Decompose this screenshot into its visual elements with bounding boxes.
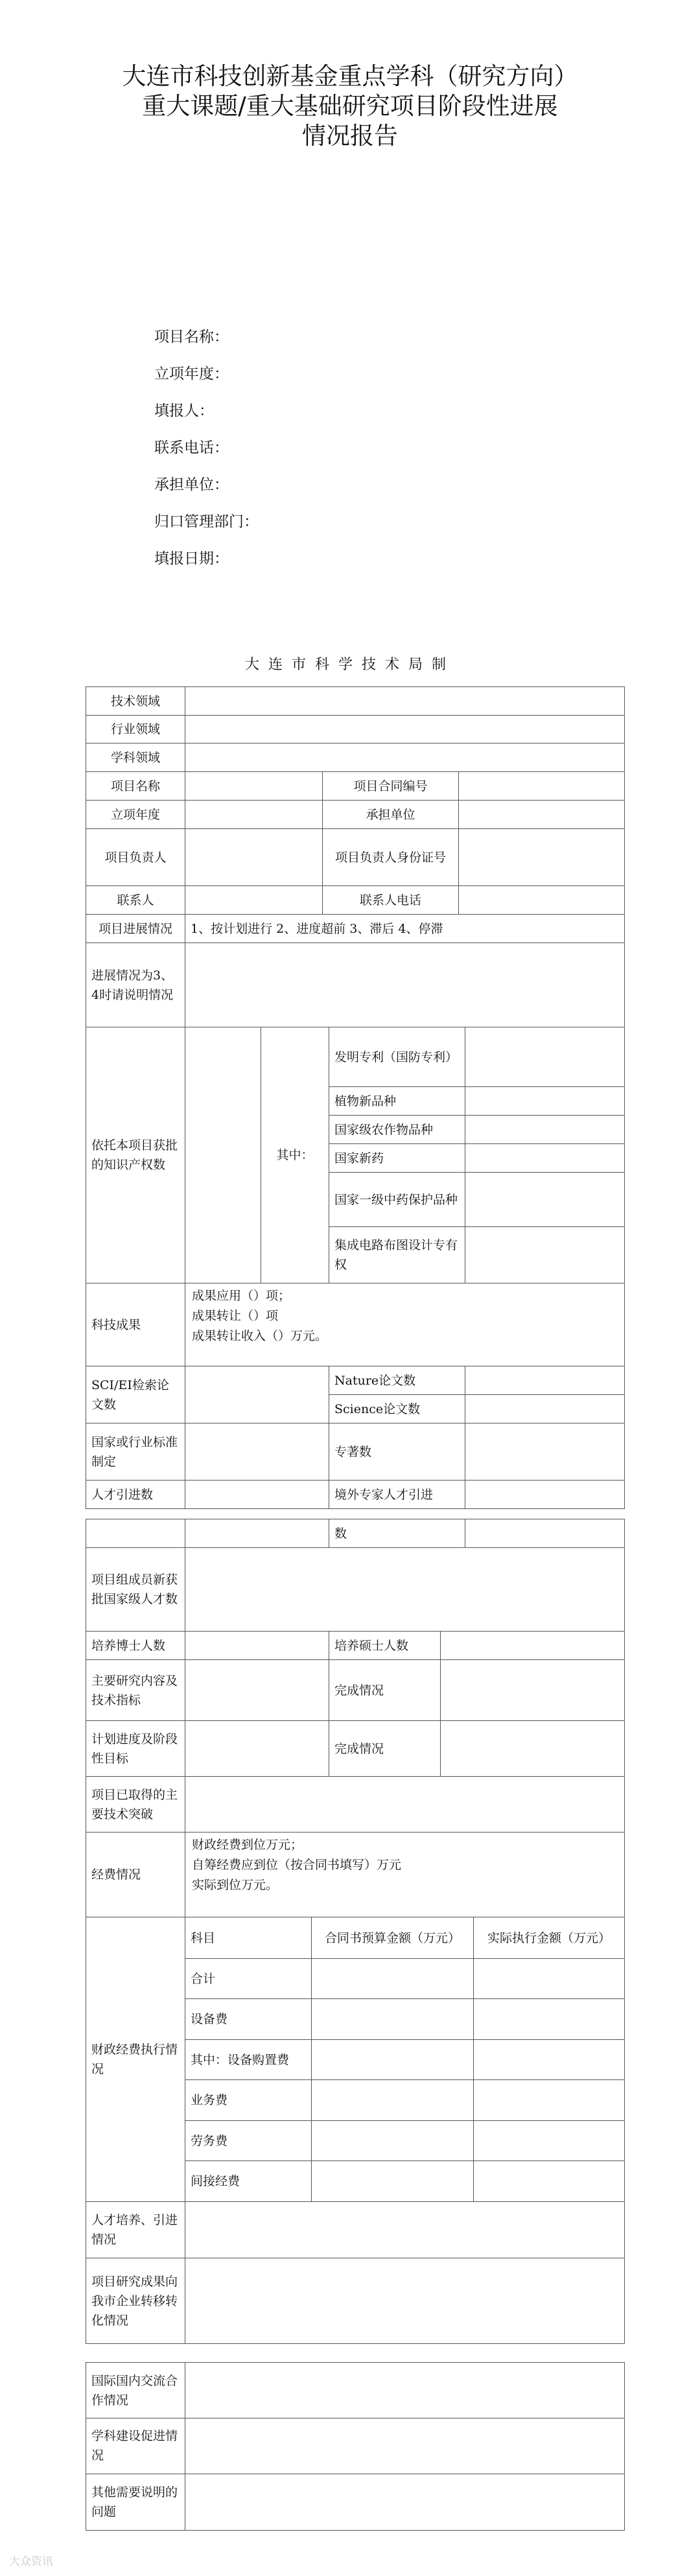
cover-fields <box>154 319 259 578</box>
cont-cell <box>86 1519 185 1548</box>
label-discipline-field: 学科领域 <box>86 744 185 772</box>
progress-note-value[interactable] <box>185 943 625 1027</box>
content-value[interactable] <box>185 1660 329 1721</box>
ip-item-drug: 国家新药 <box>329 1144 465 1173</box>
table-row <box>185 1999 625 2040</box>
exec-item: 合计 <box>185 1959 312 1999</box>
unit-value[interactable] <box>459 801 625 829</box>
label-unit: 承担单位 <box>323 801 459 829</box>
label-exchange: 国际国内交流合作情况 <box>86 2363 185 2418</box>
ach-line: 成果转让（）项 <box>192 1309 279 1323</box>
phd-value[interactable] <box>185 1632 329 1660</box>
label-breakthrough: 项目已取得的主要技术突破 <box>86 1777 185 1832</box>
exec-actual[interactable] <box>474 2161 625 2202</box>
field-phone: 联系电话： <box>154 439 229 456</box>
label-ip: 依托本项目获批的知识产权数 <box>86 1027 185 1283</box>
label-among: 其中： <box>261 1027 329 1283</box>
title-line: 重大课题/重大基础研究项目阶段性进展 <box>142 92 558 120</box>
table-row <box>86 1632 625 1660</box>
contact-phone-value[interactable] <box>459 886 625 915</box>
exec-actual[interactable] <box>474 2080 625 2121</box>
table-row <box>86 2258 625 2344</box>
label-talent-in: 人才引进数 <box>86 1481 185 1509</box>
table-row <box>86 943 625 1027</box>
ip-item-value[interactable] <box>465 1116 625 1144</box>
table-row <box>329 1395 625 1423</box>
title-line: 大连市科技创新基金重点学科（研究方向） <box>122 62 578 90</box>
table-row <box>86 1481 625 1509</box>
table-row <box>86 1777 625 1832</box>
discipline-field-value[interactable] <box>185 744 625 772</box>
exec-header-budget: 合同书预算金额（万元） <box>312 1917 474 1959</box>
talent-in-value[interactable] <box>185 1481 329 1509</box>
fund-line: 实际到位万元。 <box>192 1878 279 1892</box>
table-row <box>86 1660 625 1721</box>
exec-header-subject: 科目 <box>185 1917 312 1959</box>
label-science: Science论文数 <box>329 1395 465 1423</box>
report-title <box>0 62 700 151</box>
table-row <box>86 772 625 801</box>
label-sci: SCI/EI检索论文数 <box>86 1366 185 1423</box>
table-row <box>329 1087 625 1116</box>
table-row <box>329 1366 625 1395</box>
table-row <box>185 2040 625 2080</box>
title-line: 情况报告 <box>302 122 398 150</box>
exec-item: 业务费 <box>185 2080 312 2121</box>
label-done1: 完成情况 <box>329 1660 441 1721</box>
plan-value[interactable] <box>185 1721 329 1777</box>
exec-budget[interactable] <box>312 1959 474 1999</box>
exchange-value[interactable] <box>185 2363 625 2418</box>
funds-value[interactable] <box>185 1832 625 1917</box>
issuer: 大连市科学技术局制 <box>244 657 455 673</box>
label-tech-field: 技术领域 <box>86 687 185 716</box>
field-year: 立项年度： <box>154 366 229 382</box>
talent-train-value[interactable] <box>185 2202 625 2258</box>
label-done2: 完成情况 <box>329 1721 441 1777</box>
label-foreign-expert: 境外专家人才引进 <box>329 1481 465 1509</box>
ip-item-value[interactable] <box>465 1087 625 1116</box>
label-year: 立项年度 <box>86 801 185 829</box>
cont-cell[interactable] <box>465 1519 625 1548</box>
exec-budget[interactable] <box>312 2040 474 2080</box>
label-transfer: 项目研究成果向我市企业转移转化情况 <box>86 2258 185 2344</box>
label-awards: 项目组成员新获批国家级人才数 <box>86 1547 185 1632</box>
leader-id-value[interactable] <box>459 829 625 886</box>
field-project-name: 项目名称： <box>154 329 229 345</box>
done1-value[interactable] <box>441 1660 625 1721</box>
label-talent-train: 人才培养、引进情况 <box>86 2202 185 2258</box>
exec-item: 其中：设备购置费 <box>185 2040 312 2080</box>
ip-item-value[interactable] <box>465 1027 625 1087</box>
exec-item: 劳务费 <box>185 2121 312 2161</box>
table-row <box>86 1519 625 1548</box>
label-master: 培养硕士人数 <box>329 1632 441 1660</box>
table-row <box>86 1832 625 1917</box>
foreign-expert-value[interactable] <box>465 1481 625 1509</box>
table-row <box>329 1116 625 1144</box>
table-row <box>329 1027 625 1087</box>
exec-item: 间接经费 <box>185 2161 312 2202</box>
exec-actual[interactable] <box>474 2040 625 2080</box>
done2-value[interactable] <box>441 1721 625 1777</box>
ip-item-invention: 发明专利（国防专利） <box>329 1027 465 1087</box>
exec-actual[interactable] <box>474 1959 625 1999</box>
exec-budget[interactable] <box>312 2161 474 2202</box>
label-books: 专著数 <box>329 1423 465 1481</box>
table-row <box>329 1173 625 1227</box>
watermark-logo: 大众资讯 <box>9 2555 53 2568</box>
discipline-value[interactable] <box>185 2418 625 2474</box>
table-row <box>86 2362 625 2418</box>
awards-value[interactable] <box>185 1547 625 1632</box>
year-value[interactable] <box>185 801 323 829</box>
table-row <box>86 1547 625 1632</box>
other-value[interactable] <box>185 2474 625 2531</box>
table-row <box>329 1144 625 1173</box>
label-contact: 联系人 <box>86 886 185 915</box>
table-row <box>329 1227 625 1283</box>
table-row <box>86 2474 625 2531</box>
ip-item-plant: 植物新品种 <box>329 1087 465 1116</box>
exec-budget[interactable] <box>312 2080 474 2121</box>
table-row <box>86 715 625 744</box>
ach-line: 成果应用（）项； <box>192 1289 291 1303</box>
master-value[interactable] <box>441 1632 625 1660</box>
label-phd: 培养博士人数 <box>86 1632 185 1660</box>
science-value[interactable] <box>465 1395 625 1423</box>
exec-budget[interactable] <box>312 2121 474 2161</box>
standard-value[interactable] <box>185 1423 329 1481</box>
table-row <box>86 686 625 716</box>
ip-item-value[interactable] <box>465 1173 625 1227</box>
label-progress: 项目进展情况 <box>86 915 185 943</box>
label-nature: Nature论文数 <box>329 1366 465 1395</box>
table-row <box>185 2161 625 2202</box>
transfer-value[interactable] <box>185 2258 625 2344</box>
leader-value[interactable] <box>185 829 323 886</box>
table-row <box>86 801 625 829</box>
table-row <box>86 2418 625 2474</box>
label-discipline: 学科建设促进情况 <box>86 2418 185 2474</box>
sci-value[interactable] <box>185 1366 329 1423</box>
label-count: 数 <box>329 1519 465 1548</box>
field-dept: 归口管理部门： <box>154 513 259 530</box>
contact-value[interactable] <box>185 886 323 915</box>
tech-field-value[interactable] <box>185 687 625 716</box>
label-leader: 项目负责人 <box>86 829 185 886</box>
table-row <box>86 1721 625 1777</box>
label-funds: 经费情况 <box>86 1832 185 1917</box>
books-value[interactable] <box>465 1423 625 1481</box>
table-row <box>86 1423 625 1481</box>
table-row <box>185 1959 625 1999</box>
label-achievements: 科技成果 <box>86 1283 185 1366</box>
exec-header-actual: 实际执行金额（万元） <box>474 1917 625 1959</box>
ip-item-value[interactable] <box>465 1227 625 1283</box>
label-contract-no: 项目合同编号 <box>323 772 459 801</box>
field-unit: 承担单位： <box>154 476 229 493</box>
table-row <box>86 886 625 915</box>
label-content: 主要研究内容及技术指标 <box>86 1660 185 1721</box>
field-reporter: 填报人： <box>154 403 214 419</box>
progress-options[interactable]: 1、按计划进行 2、进度超前 3、滞后 4、停滞 <box>185 915 625 943</box>
fund-line: 财政经费到位万元； <box>192 1838 303 1852</box>
exec-item: 设备费 <box>185 1999 312 2040</box>
label-leader-id: 项目负责人身份证号 <box>323 829 459 886</box>
label-progress-note: 进展情况为3、4时请说明情况 <box>86 943 185 1027</box>
table-row <box>86 915 625 943</box>
table-row <box>86 744 625 772</box>
fund-line: 自筹经费应到位（按合同书填写）万元 <box>192 1858 402 1872</box>
table-row <box>185 2121 625 2161</box>
breakthrough-value[interactable] <box>185 1777 625 1832</box>
label-industry-field: 行业领域 <box>86 715 185 744</box>
contract-no-value[interactable] <box>459 772 625 801</box>
exec-actual[interactable] <box>474 2121 625 2161</box>
achievements-value[interactable] <box>185 1283 625 1366</box>
label-project-name: 项目名称 <box>86 772 185 801</box>
ip-item-tcm: 国家一级中药保护品种 <box>329 1173 465 1227</box>
cont-cell[interactable] <box>185 1519 329 1548</box>
table-row <box>86 829 625 886</box>
field-date: 填报日期： <box>154 550 229 567</box>
exec-budget[interactable] <box>312 1999 474 2040</box>
ip-item-ic: 集成电路布图设计专有权 <box>329 1227 465 1283</box>
table-row <box>86 2202 625 2258</box>
nature-value[interactable] <box>465 1366 625 1395</box>
label-exec: 财政经费执行情况 <box>86 1917 185 2202</box>
industry-field-value[interactable] <box>185 715 625 744</box>
ip-total-value[interactable] <box>185 1027 261 1283</box>
table-row <box>185 2080 625 2121</box>
exec-actual[interactable] <box>474 1999 625 2040</box>
table-row <box>185 1917 625 1959</box>
ip-item-crop: 国家级农作物品种 <box>329 1116 465 1144</box>
ip-item-value[interactable] <box>465 1144 625 1173</box>
ach-line: 成果转让收入（）万元。 <box>192 1329 328 1343</box>
label-other: 其他需要说明的问题 <box>86 2474 185 2531</box>
table-row <box>86 1283 625 1366</box>
project-name-value[interactable] <box>185 772 323 801</box>
label-contact-phone: 联系人电话 <box>323 886 459 915</box>
label-plan: 计划进度及阶段性目标 <box>86 1721 185 1777</box>
label-standard: 国家或行业标准制定 <box>86 1423 185 1481</box>
